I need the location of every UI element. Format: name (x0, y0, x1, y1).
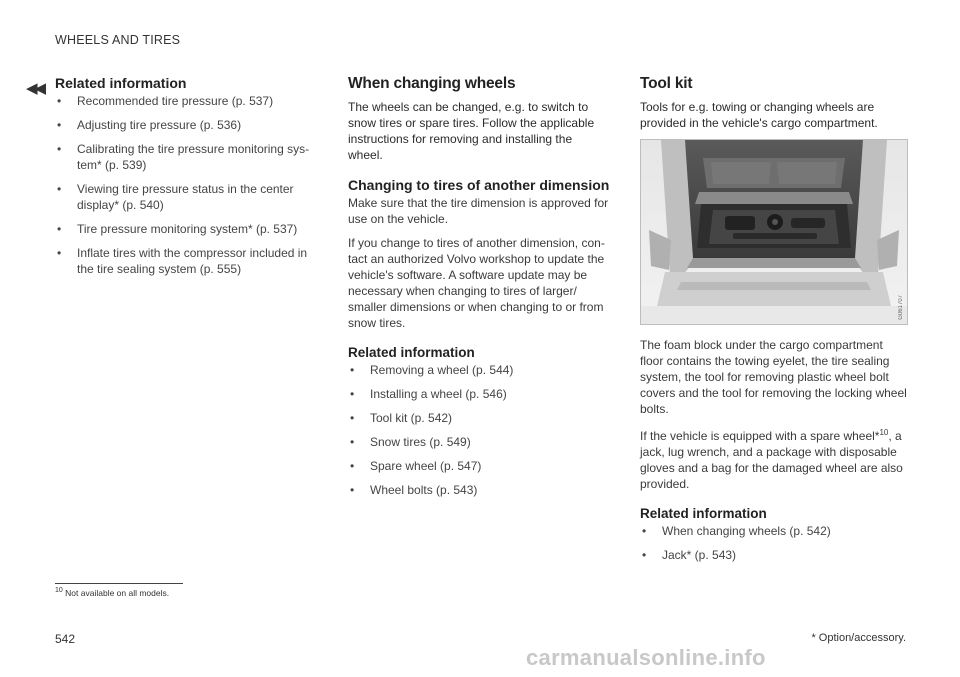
cargo-compartment-illustration (640, 139, 908, 325)
footnote: $^{10}$ Not available on all models. (55, 587, 170, 598)
changing-wheels-heading: When changing wheels (348, 75, 516, 92)
list-item[interactable]: • Installing a wheel (p. 546) (350, 387, 507, 401)
related-info-list (348, 362, 610, 498)
column-related-information (55, 75, 320, 285)
tool-kit-para1: The foam block under the cargo compartment floor contains the towing eyelet, the tire sealing system, the tool for removing plastic wheel bolt covers and the tool for removing the locking wheel bolts. (640, 338, 907, 416)
related-info-heading: Related information (348, 345, 475, 360)
tire-dimension-para2: If you change to tires of another dimension, con-tact an authorized Volvo workshop to update the vehicle's software. A software update may be necessary when changing to tires of larger/ smaller dimensions or when changing to or from snow tires. (348, 236, 605, 330)
related-info-list (55, 93, 320, 277)
list-item[interactable]: • Snow tires (p. 549) (350, 435, 471, 449)
list-item[interactable]: • Tire pressure monitoring system* (p. 537) (57, 222, 298, 236)
column-tool-kit (640, 75, 908, 571)
list-item[interactable]: • Recommended tire pressure (p. 537) (57, 94, 274, 108)
section-title: WHEELS AND TIRES (55, 33, 181, 47)
list-item[interactable]: • Calibrating the tire pressure monitoring sys-tem* (p. 539) (57, 142, 310, 172)
list-item[interactable]: • Tool kit (p. 542) (350, 411, 453, 425)
list-item[interactable]: • Adjusting tire pressure (p. 536) (57, 118, 242, 132)
watermark: carmanualsonline.info (526, 645, 766, 670)
footnote-divider (55, 583, 183, 584)
list-item[interactable]: • Viewing tire pressure status in the center display* (p. 540) (57, 182, 294, 212)
continued-marker: ◀◀ (26, 80, 44, 97)
list-item[interactable]: • Inflate tires with the compressor included in the tire sealing system (p. 555) (57, 246, 308, 276)
page-number: 542 (55, 632, 76, 646)
list-item[interactable]: • Removing a wheel (p. 544) (350, 363, 514, 377)
cargo-compartment-drawing (641, 140, 907, 324)
list-item[interactable]: • Wheel bolts (p. 543) (350, 483, 478, 497)
column-changing-wheels (348, 75, 610, 506)
tool-kit-para2: If the vehicle is equipped with a spare wheel*$^{10}$, a jack, lug wrench, and a package with disposable gloves and a bag for the damaged wheel are also provided. (640, 428, 903, 491)
related-info-heading: Related information (55, 75, 187, 91)
tool-kit-heading: Tool kit (640, 75, 693, 92)
tool-kit-intro: Tools for e.g. towing or changing wheels are provided in the vehicle's cargo compartment. (640, 100, 878, 130)
option-legend: * Option/accessory. (811, 632, 906, 644)
illustration-code: G061707 (898, 295, 904, 320)
changing-wheels-intro: The wheels can be changed, e.g. to switch to snow tires or spare tires. Follow the applicable instructions for removing and installing the wheel. (348, 100, 595, 162)
list-item[interactable]: • When changing wheels (p. 542) (642, 524, 831, 538)
tire-dimension-heading: Changing to tires of another dimension (348, 177, 610, 193)
footnote-ref[interactable]: 10 (879, 428, 889, 437)
tire-dimension-para1: Make sure that the tire dimension is approved for use on the vehicle. (348, 196, 609, 226)
related-info-list (640, 523, 908, 563)
list-item[interactable]: • Spare wheel (p. 547) (350, 459, 482, 473)
related-info-heading: Related information (640, 506, 767, 521)
list-item[interactable]: • Jack* (p. 543) (642, 548, 737, 562)
